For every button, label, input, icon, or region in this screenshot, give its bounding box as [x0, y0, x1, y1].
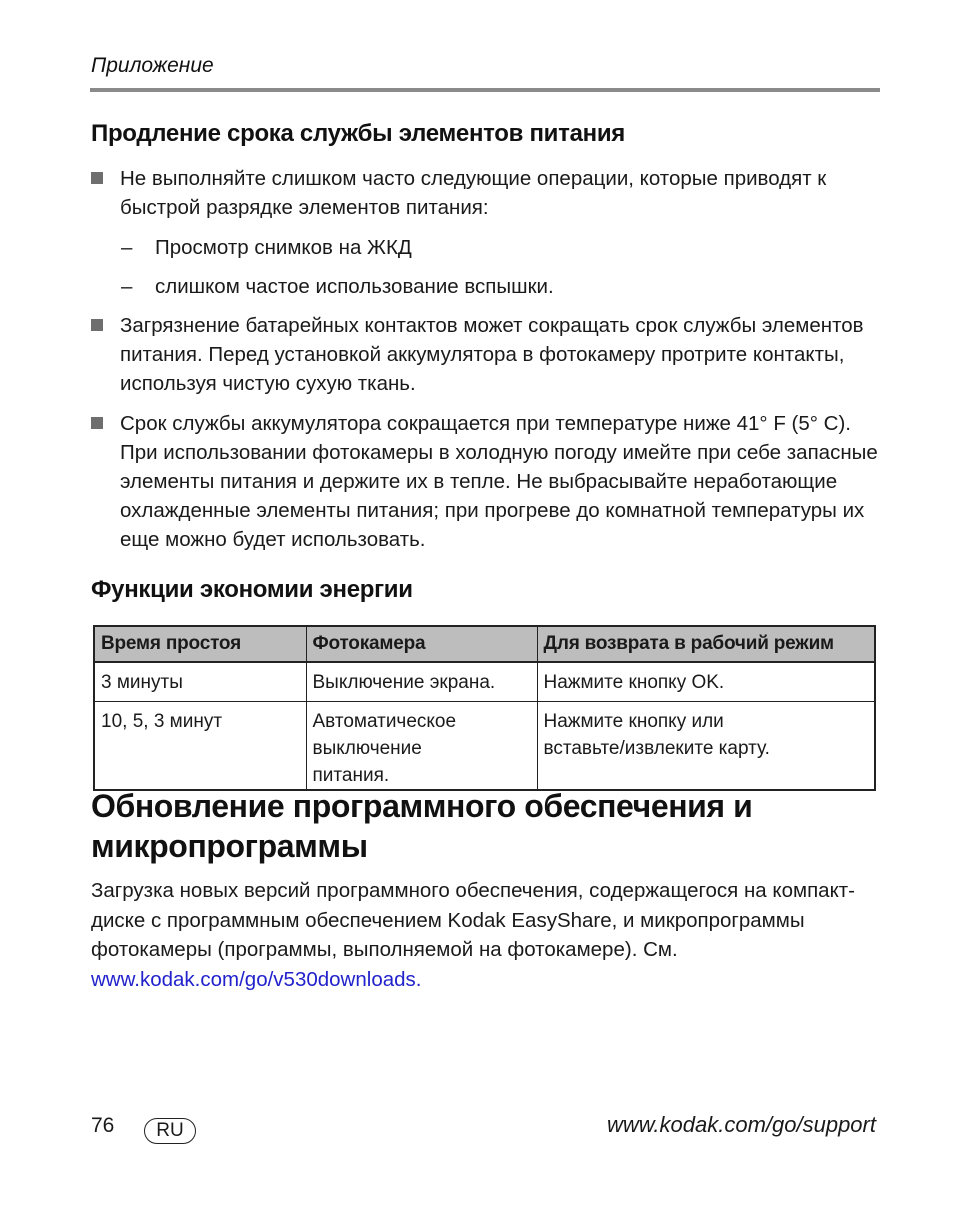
power-saving-title: Функции экономии энергии [91, 576, 413, 603]
table-cell: Нажмите кнопку или вставьте/извлеките карту. [537, 702, 875, 791]
bullet-item: Загрязнение батарейных контактов может сокращать срок службы элементов питания. Перед установкой аккумулятора в фотокамеру протрите контакты, используя чистую сухую ткань. [91, 311, 881, 398]
running-header: Приложение [91, 54, 214, 77]
table-cell: Автоматическое выключение питания. [306, 702, 537, 791]
update-paragraph [91, 876, 881, 994]
update-section-title: Обновление программного обеспечения и микропрограммы [91, 788, 753, 864]
square-bullet-icon [91, 417, 103, 429]
column-header: Для возврата в рабочий режим [537, 626, 875, 662]
support-url[interactable]: www.kodak.com/go/support [606, 1112, 876, 1137]
battery-section-title: Продление срока службы элементов питания [91, 120, 625, 147]
downloads-link[interactable]: www.kodak.com/go/v530downloads. [91, 967, 422, 991]
language-badge: RU [144, 1118, 196, 1144]
header-rule [90, 88, 880, 92]
sub-item: – Просмотр снимков на ЖКД [121, 233, 412, 262]
page-number: 76 [91, 1114, 115, 1137]
table-cell: 3 минуты [94, 662, 306, 702]
column-header: Время простоя [94, 626, 306, 662]
table-header-row [94, 626, 875, 662]
table-row [94, 662, 875, 702]
bullet-item: Не выполняйте слишком часто следующие операции, которые приводят к быстрой разрядке элементов питания: [91, 164, 881, 222]
table-row [94, 702, 875, 791]
square-bullet-icon [91, 319, 103, 331]
update-text: Загрузка новых версий программного обеспечения, содержащегося на компакт-диске с программным обеспечением Kodak EasyShare, и микропрограммы фотокамеры (программы, выполняемой на фотокамере). См. [91, 879, 855, 961]
table-cell: Нажмите кнопку OK. [537, 662, 875, 702]
bullet-item: Срок службы аккумулятора сокращается при температуре ниже 41° F (5° C). При использовании фотокамеры в холодную погоду имейте при себе запасные элементы питания и держите их в тепле. Не выбрасывайте неработающие охлажденные элементы питания; при прогреве до комнатной температуры их еще можно будет использовать. [91, 409, 881, 554]
table-cell: Выключение экрана. [306, 662, 537, 702]
dash-icon: – [121, 236, 133, 259]
dash-icon: – [121, 275, 133, 298]
table-cell: 10, 5, 3 минут [94, 702, 306, 791]
sub-item: – слишком частое использование вспышки. [121, 272, 554, 301]
column-header: Фотокамера [306, 626, 537, 662]
power-saving-table [93, 625, 876, 791]
square-bullet-icon [91, 172, 103, 184]
